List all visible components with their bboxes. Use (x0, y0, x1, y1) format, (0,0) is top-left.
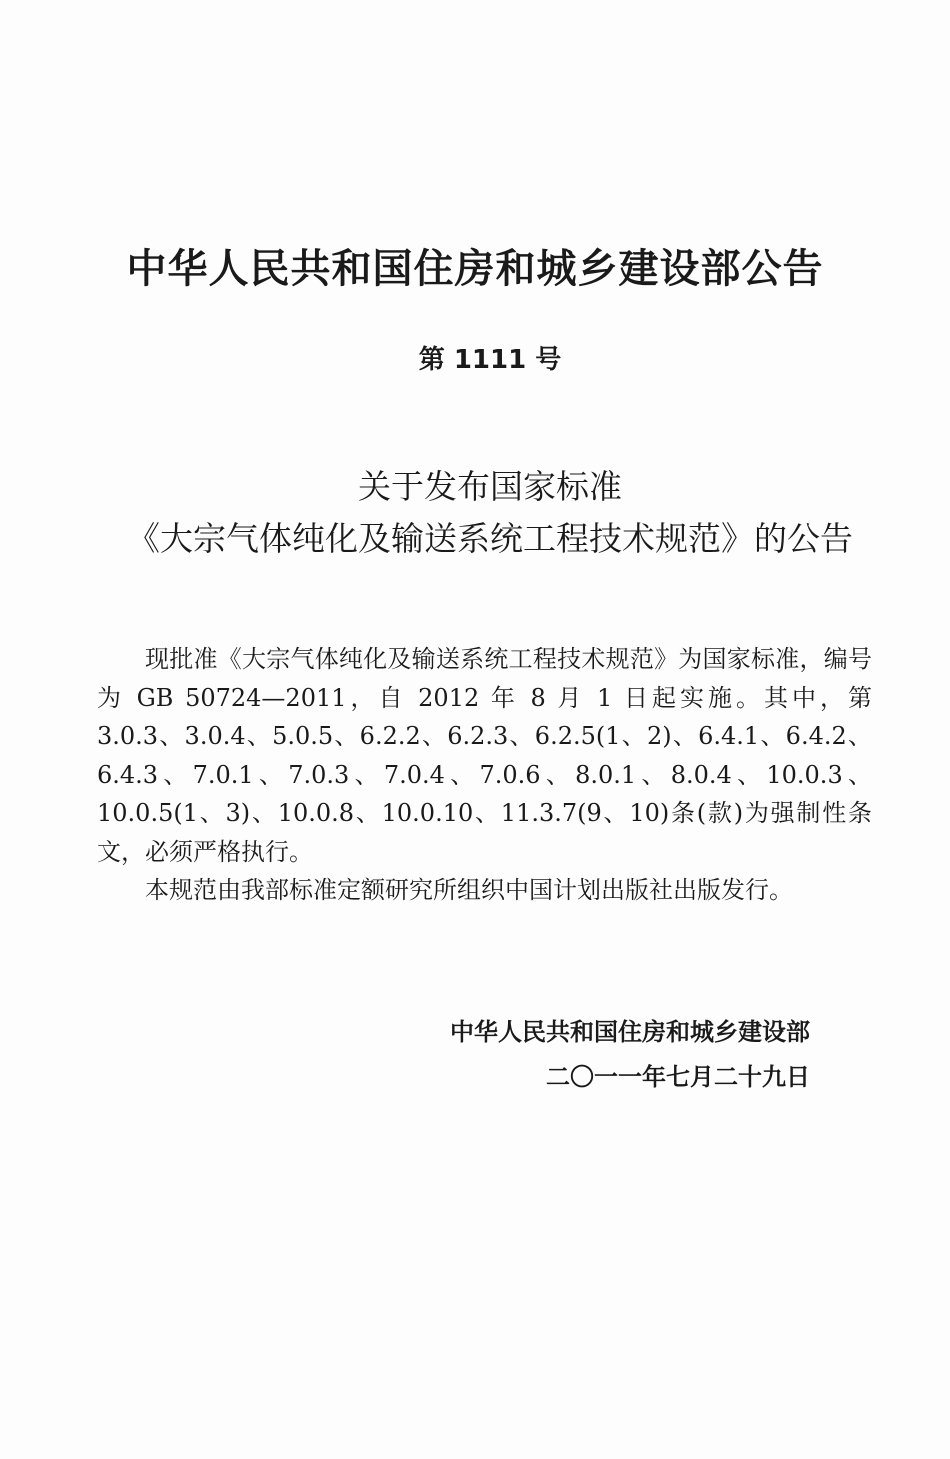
signature-issuer: 中华人民共和国住房和城乡建设部 (450, 1018, 810, 1046)
body-paragraph-publishing: 本规范由我部标准定额研究所组织中国计划出版社出版发行。 (145, 876, 793, 904)
notice-title: 中华人民共和国住房和城乡建设部公告 (126, 246, 824, 292)
notice-number: 第 1111 号 (418, 345, 562, 375)
notice-body (97, 640, 872, 910)
notice-subtitle-line2: 《大宗气体纯化及输送系统工程技术规范》的公告 (127, 519, 853, 558)
body-paragraph-approval: 现批准《大宗气体纯化及输送系统工程技术规范》为国家标准，编号为 GB 50724—2011，自 2012 年 8 月 1 日起实施。其中，第 3.0.3、3.0.4、5.0.5、6.2.2、6.2.3、6.2.5(1、2)、6.4.1、6.4.2、6.4.3、7.0.1、7.0.3、7.0.4、7.0.6、8.0.1、8.0.4、10.0.3、10.0.5(1、3)、10.0.8、10.0.10、11.3.7(9、10)条(款)为强制性条文，必须严格执行。 (97, 645, 872, 866)
signature-date: 二〇一一年七月二十九日 (546, 1063, 810, 1091)
notice-subtitle-line1: 关于发布国家标准 (358, 467, 622, 506)
